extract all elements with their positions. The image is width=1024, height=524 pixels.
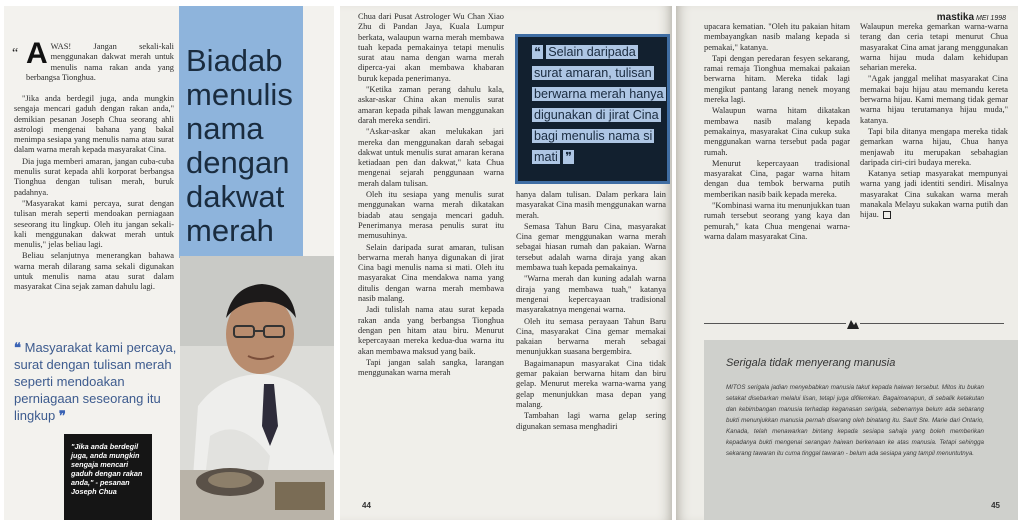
sidebar-text: MITOS serigala jadian menyebabkan manusia takut kepada haiwan tersebut. Mitos itu bukan setakat disebarkan melalui lisan, tetapi juga difilemkan. Bagaimanapun, di sebalik ketakutan dan kebimbangan manusia terhadap keganasan serigala, sebenarnya belum ada sebarang bukti menunjukkan manusia pernah diserang oleh binatang itu. Sault Ste. Marie dari Ontario, Kanada, telah menawarkan bintang kepada sesiapa sahaja yang boleh memberikan kepadanya bukti mengenai serangan haiwan berkenaan ke atas manusia. Tetapi sehingga sekarang tawaran itu cuma tinggal tawaran - belum ada sesiapa yang tampil menuntutnya. bbox=[726, 384, 984, 457]
page-number: 44 bbox=[362, 501, 371, 510]
photo-caption: "Jika anda berdegil juga, anda mungkin sengaja mencari gaduh dengan rakan anda," - pesanan Joseph Chua bbox=[71, 442, 143, 496]
pull-quote-text: Selain daripada surat amaran, tulisan berwarna merah hanya digunakan di jirat Cina bagi menulis nama si mati bbox=[534, 45, 664, 164]
paragraph: AWAS! Jangan sekali-kali menggunakan dakwat merah untuk menulis nama rakan anda yang berbangsa Tionghua. bbox=[26, 37, 174, 82]
paragraph: Oleh itu semasa perayaan Tahun Baru Cina, masyarakat Cina gemar memakai pakaian berwarna merah sebagai menunjukkan suasana bergembira. bbox=[516, 316, 666, 357]
article-title: Biadab menulis nama dengan dakwat merah bbox=[186, 43, 293, 248]
page-number: 45 bbox=[991, 501, 1000, 510]
article-column-5 bbox=[860, 22, 1008, 222]
quote-close-icon: ❞ bbox=[565, 150, 573, 164]
article-column-1-cont bbox=[14, 94, 174, 294]
paragraph: Jadi tulislah nama atau surat kepada rakan anda yang berbangsa Tionghua dengan pen hitam atau biru. Menurut kepercayaan mereka kedua-dua warna itu akan membawa maksud yang baik. bbox=[358, 305, 504, 356]
paragraph: Tapi jangan salah sangka, larangan menggunakan warna merah bbox=[358, 357, 504, 378]
paragraph: Chua dari Pusat Astrologer Wu Chan Xiao Zhu di Pandan Jaya, Kuala Lumpur berkata, walaupun warna merah membawa tuah kepada pemakainya tetapi menulis surat atau nama dengan warna merah diperca-yai akan membawa khabaran buruk kepada penerimanya. bbox=[358, 12, 504, 83]
paragraph: "Masyarakat kami percaya, surat dengan tulisan merah seperti mendoakan perniagaan seseorang itu lingkup. Oleh itu jangan sekali-kali menggunakan dakwat merah untuk menulis," jelas beliau lagi. bbox=[14, 198, 174, 250]
paragraph: Tambahan lagi warna gelap sering digunakan semasa menghadiri bbox=[516, 411, 666, 431]
magazine-page-middle bbox=[340, 6, 672, 520]
magazine-page-right bbox=[676, 6, 1018, 520]
magazine-logo-icon bbox=[846, 317, 860, 329]
paragraph: "Warna merah dan kuning adalah warna diraja yang membawa tuah," katanya mengenai kepercayaan tradisional masyarakatnya mengenai warna. bbox=[516, 274, 666, 315]
man-at-desk-illustration bbox=[180, 256, 334, 520]
quote-open-icon: ❝ bbox=[534, 45, 541, 59]
article-column-4 bbox=[704, 22, 850, 243]
article-column-1 bbox=[26, 37, 174, 84]
paragraph: Katanya setiap masyarakat mempunyai warna yang jadi identiti sendiri. Misalnya masyarakat Cina sukakan warna merah manakala Melayu sukakan warna putih dan hijau. bbox=[860, 169, 1008, 220]
paragraph: "Ketika zaman perang dahulu kala, askar-askar China akan menulis surat amaran kepada pihak lawan menggunakan darah mereka sendiri. bbox=[358, 85, 504, 125]
paragraph: Bagaimanapun masyarakat Cina tidak gemar pakaian berwarna hitam dan biru gelap. Menurut mereka warna-warna yang gelap menunjukkan masa depan yang malang. bbox=[516, 358, 666, 409]
paragraph: Walaupun mereka gemarkan warna-warna terang dan ceria tetapi menurut Chua masyarakat Cina amat jarang menggunakan warna hijau muda dalam kehidupan seharian mereka. bbox=[860, 22, 1008, 73]
paragraph: Oleh itu sesiapa yang menulis surat menggunakan warna merah dikatakan biadab atau sengaja mencari gaduh. Penerimanya merasa penulis surat itu memusuhinya. bbox=[358, 190, 504, 241]
paragraph: "Agak janggal melihat masyarakat Cina memakai baju hijau atau memandu kereta berwarna hijau. Kami memang tidak gemar warna hijau terutamanya hijau muda," katanya. bbox=[860, 74, 1008, 125]
paragraph: Menurut kepercayaan tradisional masyarakat Cina, pagar warna hitam dengan dua tembok berwarna putih memberikan nasib baik kepada mereka. bbox=[704, 158, 850, 199]
paragraph: "Kombinasi warna itu menunjukkan tuan rumah tersebut seorang yang kaya dan pemurah," kata Chua mengenai warna-warna dalam masyarakat Cina. bbox=[704, 201, 850, 241]
drop-cap: A bbox=[26, 37, 48, 70]
magazine-page-left bbox=[4, 6, 334, 520]
paragraph: "Askar-askar akan melukakan jari mereka dan menggunakan darah sebagai dakwat untuk menulis surat amaran kerana ketiadaan pen dan dakwat," kata Chua mengenai sejarah penggunaan warna merah dalam tulisan. bbox=[358, 127, 504, 188]
paragraph: hanya dalam tulisan. Dalam perkara lain masyarakat Cina masih menggunakan warna merah. bbox=[516, 190, 666, 220]
issue-date: MEI 1998 bbox=[976, 15, 1006, 22]
paragraph: Tapi bila ditanya mengapa mereka tidak gemarkan warna hijau, Chua hanya menjawab itu merupakan sebahagian daripada ciri-ciri budaya mereka. bbox=[860, 126, 1008, 167]
paragraph: Selain daripada surat amaran, tulisan berwarna merah hanya digunakan di jirat Cina bagi menulis nama si mati. Oleh itu masyarakat Cina mendakwa nama yang ditulis dengan warna merah membawa nasib malang. bbox=[358, 242, 504, 304]
paragraph: Walaupun warna hitam dikatakan membawa nasib malang kepada pemakainya, masyarakat Cina cukup suka menggunakan warna tersebut pada pagar rumah. bbox=[704, 106, 850, 157]
paragraph: Semasa Tahun Baru Cina, masyarakat Cina gemar menggunakan warna merah sebagai hiasan rumah dan pakaian. Warna tersebut adalah warna diraja yang akan membawa tuah kepada pemakainya. bbox=[516, 221, 666, 273]
paragraph: Beliau selanjutnya menerangkan bahawa warna merah dilarang sama sekali digunakan untuk menulis nama atau surat dalam masyarakat Cina sejak zaman dahulu lagi. bbox=[14, 251, 174, 292]
opening-quote-mark: “ bbox=[12, 46, 19, 61]
magazine-name: mastika bbox=[936, 12, 975, 23]
pull-quote bbox=[532, 42, 666, 168]
paragraph: upacara kematian. "Oleh itu pakaian hitam membayangkan nasib malang kepada si pemakai," katanya. bbox=[704, 22, 850, 52]
portrait-photo bbox=[180, 256, 334, 520]
sidebar-title: Serigala tidak menyerang manusia bbox=[726, 357, 896, 369]
pull-quote-text: Masyarakat kami percaya, surat dengan tulisan merah seperti mendoakan perniagaan seseorang itu lingkup bbox=[14, 340, 177, 423]
paragraph: "Jika anda berdegil juga, anda mungkin sengaja mencari gaduh dengan rakan anda," demikian pesanan Joseph Chua seorang ahli astrologi mengenai bahana yang bakal menimpa sesiapa yang menulis nama atau surat dalam warna merah kepada masyarakat Cina. bbox=[14, 94, 174, 155]
quote-close-icon: ❞ bbox=[58, 408, 66, 423]
paragraph: Tapi dengan peredaran fesyen sekarang, ramai remaja Tionghua memakai pakaian berwarna hitam. Mereka tidak lagi mengikut pantang larang nenek moyang mereka lagi. bbox=[704, 53, 850, 105]
end-of-article-icon bbox=[883, 211, 891, 219]
pull-quote bbox=[14, 339, 186, 424]
article-column-3 bbox=[516, 190, 666, 433]
paragraph: Dia juga memberi amaran, jangan cuba-cuba menulis surat kepada ahli korporat berbangsa Tionghua dengan tulisan merah, buruk padahnya. bbox=[14, 156, 174, 197]
article-column-2 bbox=[358, 12, 504, 379]
quote-open-icon: ❝ bbox=[14, 340, 21, 355]
